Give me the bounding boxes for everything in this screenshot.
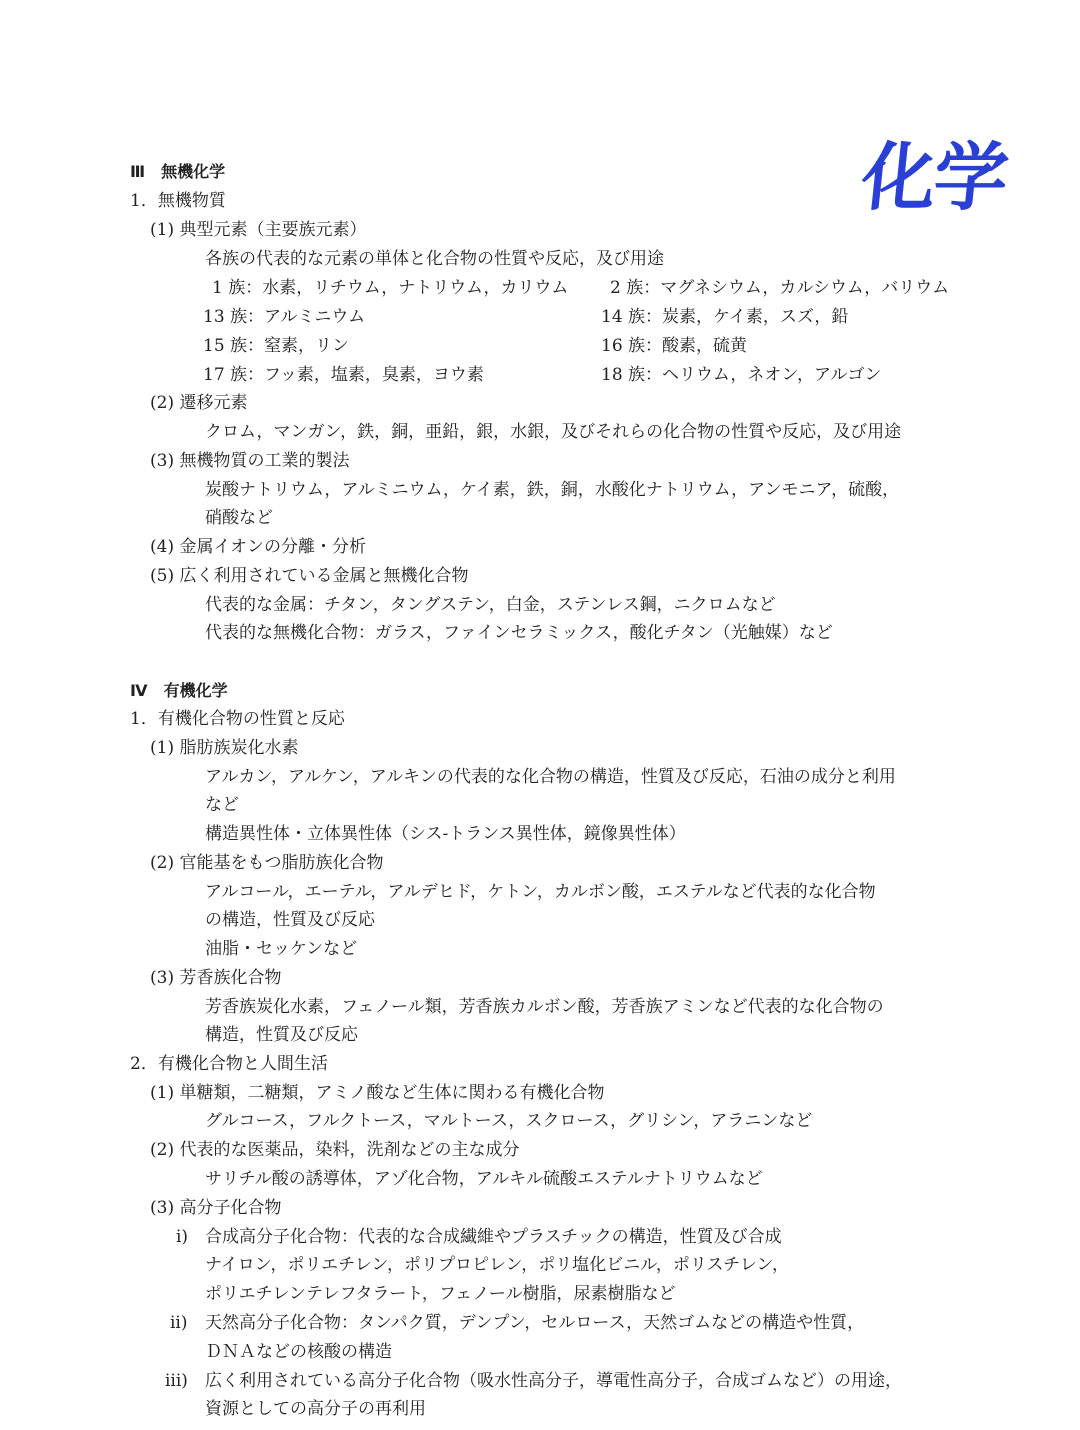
group-entry: 15 族：窒素，リン	[203, 336, 350, 356]
subitem-desc: グルコース，フルクトース，マルトース，スクロース，グリシン，アラニンなど	[205, 1111, 813, 1131]
subitem-desc: クロム，マンガン，鉄，銅，亜鉛，銀，水銀，及びそれらの化合物の性質や反応，及び用途	[205, 422, 902, 442]
section-heading-organic: Ⅳ 有機化学	[130, 681, 228, 700]
subitem-desc: の構造，性質及び反応	[205, 910, 375, 930]
subitem-desc: アルコール，エーテル，アルデヒド，ケトン，カルボン酸，エステルなど代表的な化合物	[205, 882, 876, 902]
subitem-desc: アルカン，アルケン，アルキンの代表的な化合物の構造，性質及び反応，石油の成分と利用	[205, 767, 896, 787]
item-heading: 1．有機化合物の性質と反応	[130, 709, 345, 729]
subitem-desc: 各族の代表的な元素の単体と化合物の性質や反応，及び用途	[205, 249, 664, 269]
subitem-title: (2) 遷移元素	[150, 393, 248, 413]
subitem-desc: 天然高分子化合物：タンパク質，デンプン，セルロース，天然ゴムなどの構造や性質，	[205, 1313, 865, 1333]
group-entry: 14 族：炭素，ケイ素，スズ，鉛	[601, 307, 849, 327]
subitem-desc: 構造異性体・立体異性体（シス-トランス異性体，鏡像異性体）	[205, 824, 686, 844]
subitem-desc: 代表的な無機化合物：ガラス，ファインセラミックス，酸化チタン（光触媒）など	[205, 623, 833, 643]
item-heading: 2．有機化合物と人間生活	[130, 1054, 328, 1074]
subitem-desc: サリチル酸の誘導体，アゾ化合物，アルキル硫酸エステルナトリウムなど	[205, 1169, 763, 1189]
subitem-desc: 構造，性質及び反応	[205, 1025, 358, 1045]
subitem-desc: 資源としての高分子の再利用	[205, 1399, 426, 1419]
subitem-title: (1) 脂肪族炭化水素	[150, 738, 299, 758]
group-entry: 17 族：フッ素，塩素，臭素，ヨウ素	[203, 365, 484, 385]
subitem-desc: ポリエチレンテレフタラート，フェノール樹脂，尿素樹脂など	[205, 1284, 676, 1304]
subitem-desc: 広く利用されている高分子化合物（吸水性高分子，導電性高分子，合成ゴムなど）の用途，	[205, 1371, 902, 1391]
subject-stamp: 化学	[857, 135, 1011, 221]
roman-numeral: ii)	[170, 1313, 188, 1333]
subitem-desc: 硝酸など	[205, 508, 273, 528]
item-heading: 1．無機物質	[130, 191, 226, 211]
subitem-title: (5) 広く利用されている金属と無機化合物	[150, 566, 469, 586]
subitem-title: (3) 芳香族化合物	[150, 968, 282, 988]
subitem-desc: 炭酸ナトリウム，アルミニウム，ケイ素，鉄，銅，水酸化ナトリウム，アンモニア，硫酸，	[205, 480, 900, 500]
subitem-desc: など	[205, 795, 239, 815]
subitem-desc: 合成高分子化合物：代表的な合成繊維やプラスチックの構造，性質及び合成	[205, 1227, 782, 1247]
section-heading-inorganic: Ⅲ 無機化学	[130, 162, 226, 181]
subitem-title: (3) 高分子化合物	[150, 1198, 282, 1218]
subitem-title: (1) 典型元素（主要族元素）	[150, 220, 367, 240]
subitem-title: (4) 金属イオンの分離・分析	[150, 537, 366, 557]
subitem-desc: 油脂・セッケンなど	[205, 939, 358, 959]
subitem-title: (1) 単糖類，二糖類，アミノ酸など生体に関わる有機化合物	[150, 1083, 605, 1103]
subitem-desc: ＤＮＡなどの核酸の構造	[205, 1342, 392, 1362]
subitem-desc: 代表的な金属：チタン，タングステン，白金，ステンレス鋼，ニクロムなど	[205, 595, 776, 615]
subitem-title: (2) 官能基をもつ脂肪族化合物	[150, 853, 384, 873]
group-entry: 16 族：酸素，硫黄	[601, 336, 748, 356]
roman-numeral: i)	[176, 1227, 189, 1247]
subitem-title: (3) 無機物質の工業的製法	[150, 451, 350, 471]
roman-numeral: iii)	[165, 1371, 188, 1391]
subitem-desc: 芳香族炭化水素，フェノール類，芳香族カルボン酸，芳香族アミンなど代表的な化合物の	[205, 997, 884, 1017]
group-entry: 18 族：ヘリウム，ネオン，アルゴン	[601, 365, 882, 385]
group-entry: 2 族：マグネシウム，カルシウム，バリウム	[610, 278, 950, 298]
group-entry: 13 族：アルミニウム	[203, 307, 366, 327]
subitem-title: (2) 代表的な医薬品，染料，洗剤などの主な成分	[150, 1140, 520, 1160]
subitem-desc: ナイロン，ポリエチレン，ポリプロピレン，ポリ塩化ビニル，ポリスチレン，	[205, 1255, 790, 1275]
group-entry: 1 族：水素，リチウム，ナトリウム，カリウム	[212, 278, 569, 298]
